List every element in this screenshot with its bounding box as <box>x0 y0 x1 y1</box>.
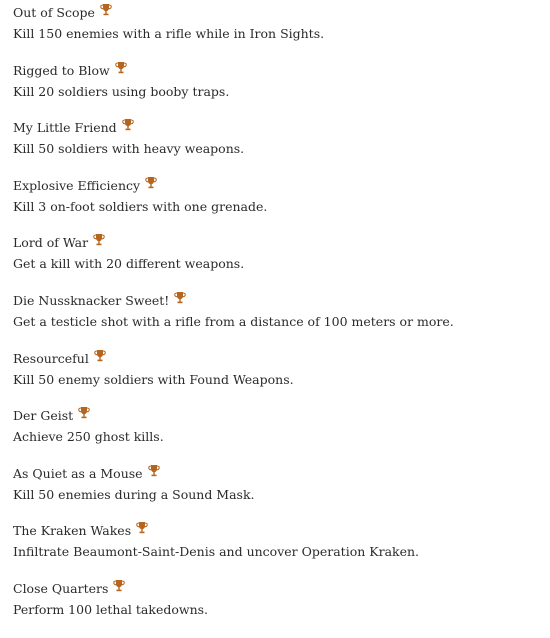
achievement-description: Kill 50 enemy soldiers with Found Weapons. <box>13 371 294 387</box>
trophy-icon <box>94 349 106 363</box>
achievement-item <box>13 580 543 638</box>
achievement-item <box>13 62 543 120</box>
achievement-description: Get a testicle shot with a rifle from a distance of 100 meters or more. <box>13 313 454 329</box>
achievement-title: Close Quarters <box>13 580 109 596</box>
achievement-description: Kill 50 enemies during a Sound Mask. <box>13 486 255 502</box>
achievement-title: Lord of War <box>13 235 89 251</box>
achievement-item <box>13 234 543 292</box>
achievement-title: Rigged to Blow <box>13 62 110 78</box>
achievement-item <box>13 177 543 235</box>
achievement-title: My Little Friend <box>13 120 117 136</box>
trophy-icon <box>148 464 160 478</box>
achievement-title: The Kraken Wakes <box>13 523 132 539</box>
achievement-description: Infiltrate Beaumont-Saint-Denis and uncover Operation Kraken. <box>13 544 420 560</box>
achievement-list <box>13 4 543 638</box>
trophy-icon <box>100 3 112 17</box>
achievement-description: Perform 100 lethal takedowns. <box>13 601 209 617</box>
trophy-icon <box>78 406 90 420</box>
trophy-icon <box>145 176 157 190</box>
achievement-item <box>13 119 543 177</box>
achievement-description: Kill 150 enemies with a rifle while in Iron Sights. <box>13 26 325 41</box>
achievement-item <box>13 292 543 350</box>
achievement-description: Kill 3 on-foot soldiers with one grenade. <box>13 198 268 214</box>
achievement-description: Get a kill with 20 different weapons. <box>13 256 245 272</box>
achievement-title: Resourceful <box>13 350 89 366</box>
achievement-description: Achieve 250 ghost kills. <box>13 429 164 445</box>
trophy-icon <box>113 579 125 593</box>
trophy-icon <box>115 61 127 75</box>
trophy-icon <box>136 521 148 535</box>
achievement-description: Kill 50 soldiers with heavy weapons. <box>13 141 245 157</box>
achievement-title: Der Geist <box>13 408 74 424</box>
achievement-title: Out of Scope <box>13 5 95 20</box>
trophy-icon <box>174 291 186 305</box>
trophy-icon <box>122 118 134 132</box>
trophy-icon <box>93 233 105 247</box>
achievement-title: As Quiet as a Mouse <box>13 465 143 481</box>
achievement-item <box>13 350 543 408</box>
achievement-title: Die Nussknacker Sweet! <box>13 292 170 308</box>
achievement-title: Explosive Efficiency <box>13 177 141 193</box>
achievement-item <box>13 4 543 62</box>
achievement-item <box>13 407 543 465</box>
achievement-item <box>13 522 543 580</box>
achievement-item <box>13 465 543 523</box>
achievement-description: Kill 20 soldiers using booby traps. <box>13 83 230 99</box>
